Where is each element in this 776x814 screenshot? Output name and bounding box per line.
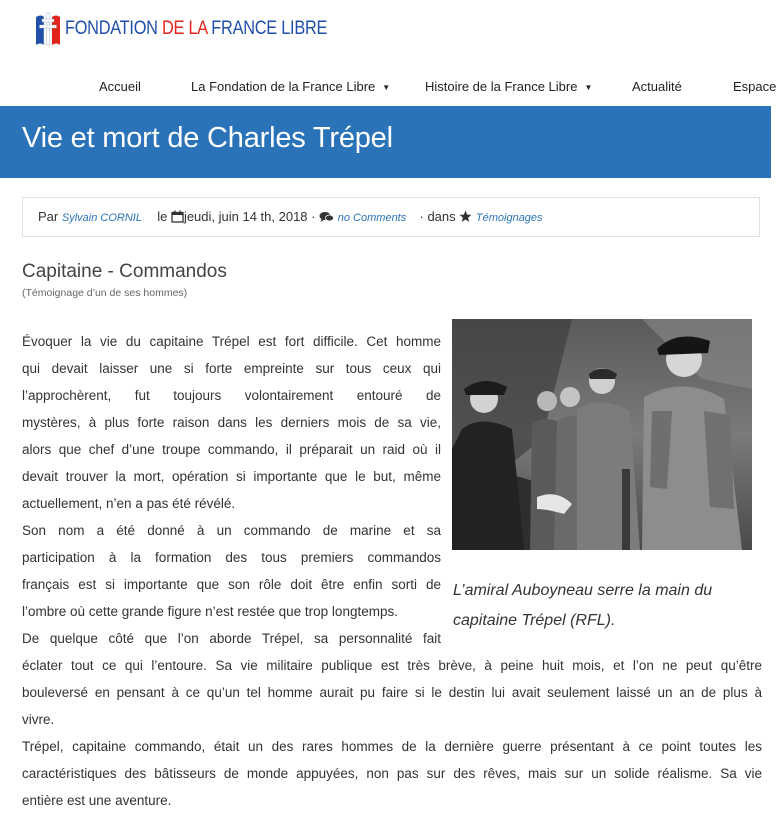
cross-of-lorraine-flag-icon (33, 11, 63, 47)
post-date: jeudi, juin 14 th, 2018 (183, 209, 308, 224)
comments-link[interactable]: no Comments (337, 212, 407, 224)
text-line: devait trouver la mort, opération si importante que le but, même (22, 469, 441, 484)
category-link[interactable]: Témoignages (475, 212, 543, 224)
meta-separator: · (311, 209, 316, 224)
logo-text-part-1: FONDATION (65, 18, 162, 39)
nav-item-fondation[interactable] (191, 79, 390, 94)
nav-item-label: Actualité (632, 79, 682, 94)
author-link[interactable]: Sylvain CORNIL (61, 212, 142, 224)
text-line: bouleversé en pensant à ce qu’un tel homme aurait pu faire si le destin lui avait seulement laissé un an de plus à (22, 685, 762, 700)
by-label: Par (38, 209, 59, 224)
text-line: Son nom a été donné à un commando de marine et sa (22, 523, 441, 538)
caret-down-icon: ▼ (584, 83, 593, 93)
text-line: l’ombre où cette grande figure n’est restée que trop longtemps. (22, 604, 398, 619)
text-line: Trépel, capitaine commando, était un des rares hommes de la dernière guerre présentant à ce point toutes les (22, 739, 762, 754)
main-navigation (0, 79, 776, 97)
article-photo (452, 319, 752, 550)
caption-line: L’amiral Auboyneau serre la main du (453, 582, 713, 599)
page-title: Vie et mort de Charles Trépel (22, 122, 393, 154)
article-note: (Témoignage d’un de ses hommes) (22, 287, 188, 299)
logo-text-part-2: DE LA (161, 18, 208, 39)
photo-caption (453, 576, 753, 636)
text-line: alors que chef d’une troupe commando, il préparait un raid où il (22, 442, 441, 457)
text-line: Évoquer la vie du capitaine Trépel est fort difficile. Cet homme (22, 334, 441, 349)
le-label: le (157, 209, 168, 224)
text-line: vivre. (22, 712, 55, 727)
nav-item-accueil[interactable] (99, 79, 141, 94)
text-line: qui devait laisser une si forte empreinte sur tous ceux qui (22, 361, 441, 376)
nav-item-label: Accueil (99, 79, 141, 94)
comments-icon (319, 211, 334, 226)
text-line: mystères, à plus forte raison dans les derniers mois de sa vie, (22, 415, 441, 430)
text-line: actuellement, n’en a pas été révélé. (22, 496, 236, 511)
logo-text-part-3: FRANCE LIBRE (207, 18, 328, 39)
text-line: entière est une aventure. (22, 793, 172, 808)
text-line: l’approchèrent, fut toujours volontairement entouré de (22, 388, 441, 403)
caret-down-icon: ▼ (382, 83, 391, 93)
site-logo-text (65, 18, 327, 40)
text-line: caractéristiques des bâtisseurs de monde appuyées, non pas sur des rêves, mais sur un solide réalisme. Sa vie (22, 766, 762, 781)
nav-item-actualite[interactable] (632, 79, 682, 94)
article-heading: Capitaine - Commandos (22, 261, 227, 282)
nav-item-label: La Fondation de la France Libre (191, 79, 376, 94)
calendar-icon (171, 210, 184, 226)
text-line: De quelque côté que l’on aborde Trépel, sa personnalité fait (22, 631, 441, 646)
text-line: éclater tout ce qui l’entoure. Sa vie militaire publique est très brève, à peine huit mois, et l’on ne peut qu’être (22, 658, 762, 673)
nav-item-label: Espace (733, 79, 776, 94)
post-meta-line (38, 209, 543, 226)
caption-line: capitaine Trépel (RFL). (453, 612, 616, 629)
text-line: français est si importante que son rôle doit être enfin sorti de (22, 577, 441, 592)
nav-item-label: Histoire de la France Libre (425, 79, 578, 94)
page-title-banner (0, 106, 771, 178)
site-logo[interactable] (33, 10, 370, 48)
dans-label: · dans (419, 209, 456, 224)
nav-item-espace[interactable] (733, 79, 776, 94)
post-meta (22, 197, 760, 237)
star-icon (459, 210, 472, 226)
text-line: participation à la formation des tous premiers commandos (22, 550, 441, 565)
nav-item-histoire[interactable] (425, 79, 592, 94)
